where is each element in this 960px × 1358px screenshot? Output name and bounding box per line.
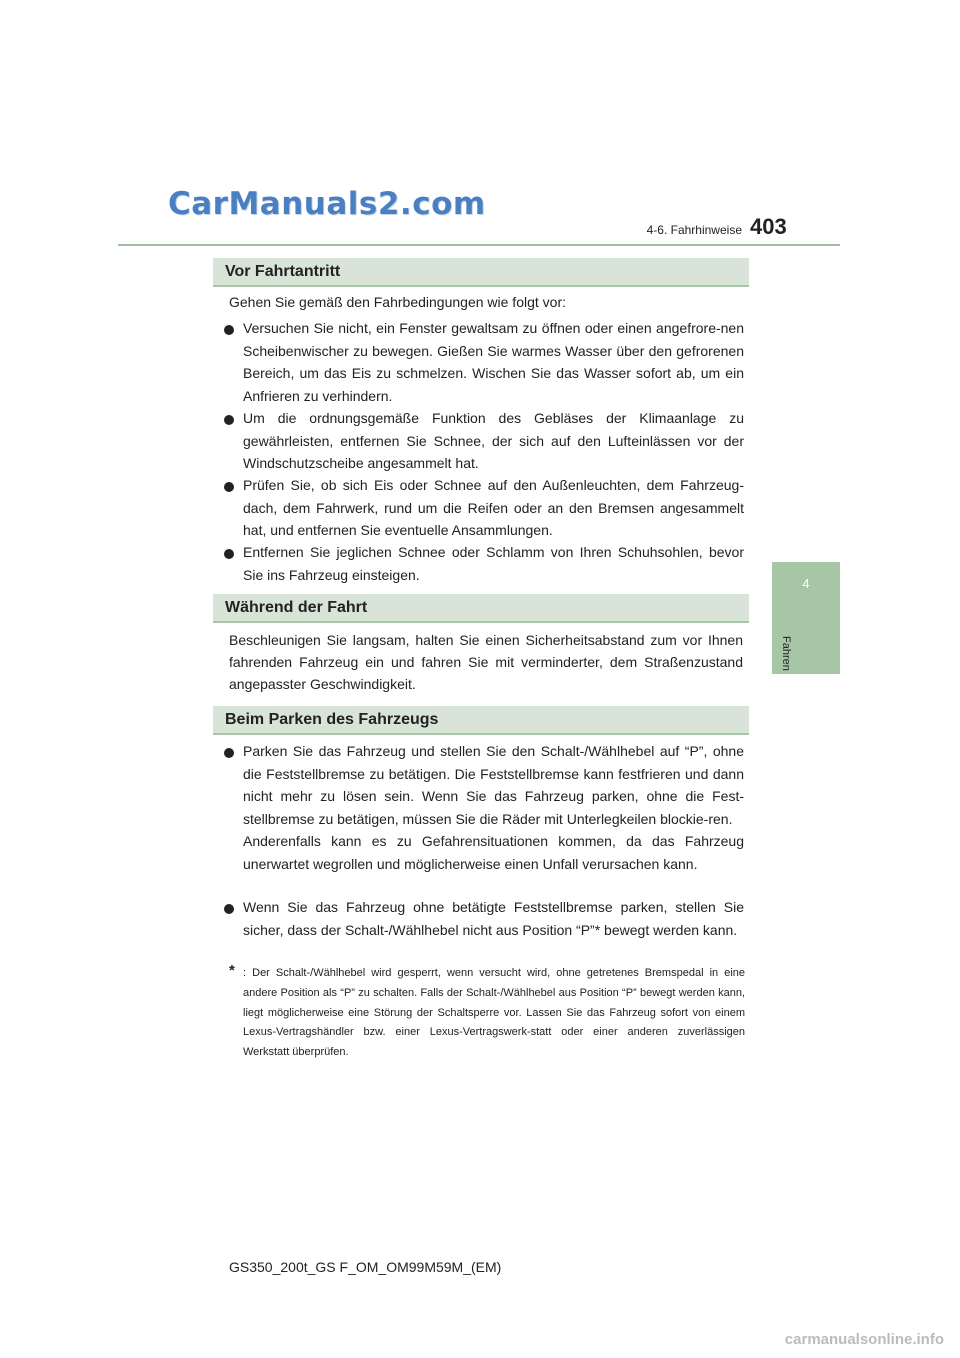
list-item-text: Um die ordnungsgemäße Funktion des Gebläses der Klimaanlage zu gewährleisten, entfernen Sie Schnee, der sich auf den Lufteinlässen vor der Windschutzscheibe angesammelt hat. — [243, 410, 744, 472]
list-item — [224, 474, 744, 542]
bullet-icon — [224, 415, 234, 425]
list-item — [224, 896, 744, 941]
bullet-icon — [224, 482, 234, 492]
section-heading-waehrend-der-fahrt — [213, 594, 749, 623]
footnote-marker: * — [229, 962, 235, 979]
list-item-text: Entfernen Sie jeglichen Schnee oder Schlamm von Ihren Schuhsohlen, bevor Sie ins Fahrzeug einsteigen. — [243, 544, 744, 583]
section-label: 4-6. Fahrhinweise — [646, 223, 742, 237]
bullet-icon — [224, 748, 234, 758]
section-heading-text: Vor Fahrtantritt — [225, 263, 341, 280]
bullet-icon — [224, 325, 234, 335]
watermark-logo: CarManuals2.com — [168, 186, 486, 222]
footnote-text: : Der Schalt-/Wählhebel wird gesperrt, wenn versucht wird, ohne getretenes Bremspedal in eine andere Position als “P” zu schalten. Falls der Schalt-/Wählhebel aus Position “P” bewegt werden kann, liegt möglicherweise eine Störung der Schaltsperre vor. Lassen Sie das Fahrzeug sofort von einem Lexus-Vertragshändler bzw. einer Lexus-Vertragswerk-statt oder einer anderen zuverlässigen Werkstatt überprüfen. — [243, 967, 745, 1059]
list-item-continuation: Anderenfalls kann es zu Gefahrensituationen kommen, da das Fahrzeug unerwartet wegrollen und möglicherweise einen Unfall verursachen kann. — [243, 833, 744, 872]
footer-site: carmanualsonline.info — [784, 1331, 944, 1348]
page-number: 403 — [750, 214, 787, 239]
list-item — [224, 407, 744, 475]
list-item-text: Wenn Sie das Fahrzeug ohne betätigte Feststellbremse parken, stellen Sie sicher, dass der Schalt-/Wählhebel nicht aus Position “P”* bewegt werden kann. — [243, 899, 744, 938]
section-paragraph: Beschleunigen Sie langsam, halten Sie einen Sicherheitsabstand zum vor Ihnen fahrenden Fahrzeug ein und fahren Sie mit verminderter, dem Straßenzustand angepasster Geschwindigkeit. — [229, 632, 743, 692]
header-rule — [118, 244, 840, 246]
list-item-text: Versuchen Sie nicht, ein Fenster gewaltsam zu öffnen oder einen angefrore-nen Scheibenwischer zu bewegen. Gießen Sie warmes Wasser über den gefrorenen Bereich, um das Eis zu schmelzen. Wischen Sie das Wasser sofort ab, um ein Anfrieren zu verhindern. — [243, 320, 744, 404]
section-heading-text: Während der Fahrt — [225, 599, 368, 616]
list-item-text: Parken Sie das Fahrzeug und stellen Sie den Schalt-/Wählhebel auf “P”, ohne die Feststellbremse zu betätigen. Die Feststellbremse kann festfrieren und dann nicht mehr zu lösen sein. Wenn Sie das Fahrzeug parken, ohne die Fest-stellbremse zu betätigen, müssen Sie die Räder mit Unterlegkeilen blockie-ren. — [243, 743, 744, 827]
bullet-icon — [224, 549, 234, 559]
list-item — [224, 541, 744, 586]
list-item — [224, 740, 744, 876]
footnote — [229, 964, 745, 1063]
chapter-number: 4 — [802, 576, 810, 591]
section-heading-vor-fahrtantritt — [213, 258, 749, 287]
section-heading-text: Beim Parken des Fahrzeugs — [225, 711, 439, 728]
bullet-icon — [224, 904, 234, 914]
chapter-label: Fahren — [780, 636, 792, 671]
section-intro: Gehen Sie gemäß den Fahrbedingungen wie folgt vor: — [229, 294, 566, 310]
list-item — [224, 317, 744, 407]
list-item-text: Prüfen Sie, ob sich Eis oder Schnee auf den Außenleuchten, dem Fahrzeug-dach, dem Fahrwerk, rund um die Reifen oder an den Bremsen angesammelt hat, und entfernen Sie eventuelle Ansammlungen. — [243, 477, 744, 539]
document-code: GS350_200t_GS F_OM_OM99M59M_(EM) — [229, 1259, 502, 1275]
section-heading-beim-parken — [213, 706, 749, 735]
